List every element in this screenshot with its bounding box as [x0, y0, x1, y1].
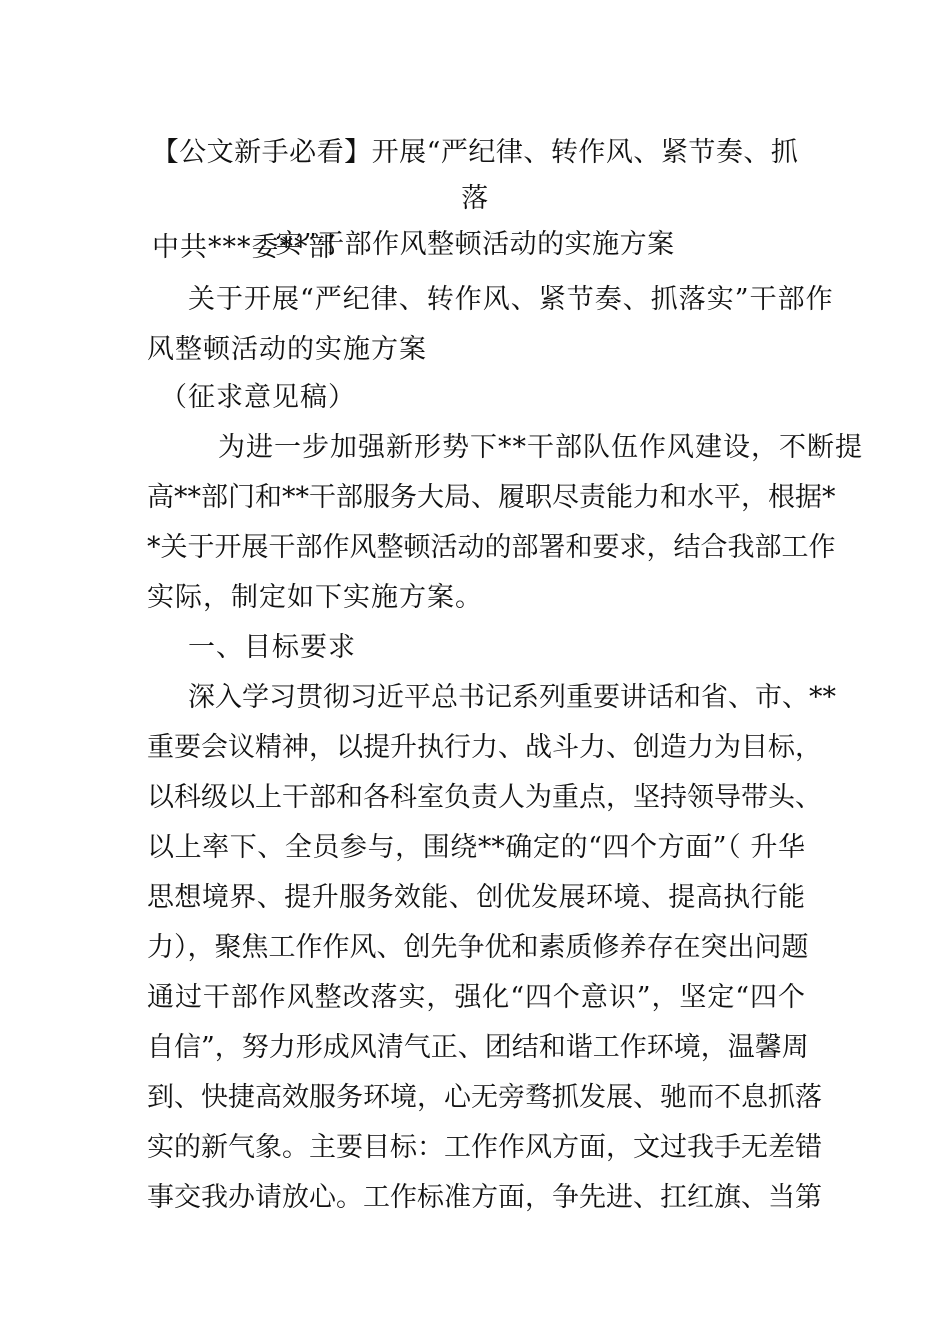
body-line: 深入学习贯彻习近平总书记系列重要讲话和省、市、**: [188, 682, 836, 713]
heading-line-2: 风整顿活动的实施方案: [147, 334, 427, 365]
body-line: 通过干部作风整改落实，强化“四个意识”，坚定“四个: [147, 982, 805, 1013]
issuer-line: 中共***委**部: [152, 232, 337, 263]
body-line: 到、快捷高效服务环境，心无旁骛抓发展、驰而不息抓落: [147, 1082, 822, 1113]
body-line: 以上率下、全员参与，围绕**确定的“四个方面”（ 升华: [147, 832, 805, 863]
body-line: 以科级以上干部和各科室负责人为重点，坚持领导带头、: [147, 782, 822, 813]
heading-line-1: 关于开展“严纪律、转作风、紧节奏、抓落实”干部作: [188, 284, 834, 315]
title-line-1: 【公文新手必看】开展“严纪律、转作风、紧节奏、抓落: [151, 137, 799, 214]
intro-line: 为进一步加强新形势下**干部队伍作风建设，不断提: [218, 432, 863, 463]
draft-note: （征求意见稿）: [160, 382, 356, 413]
body-line: 力），聚焦工作作风、创先争优和素质修养存在突出问题: [147, 932, 809, 963]
body-line: 事交我办请放心。工作标准方面，争先进、扛红旗、当第: [147, 1182, 822, 1213]
body-line: 重要会议精神，以提升执行力、战斗力、创造力为目标，: [147, 732, 822, 763]
intro-line: 高**部门和**干部服务大局、履职尽责能力和水平，根据*: [147, 482, 836, 513]
body-line: 自信”，努力形成风清气正、团结和谐工作环境，温馨周: [147, 1032, 809, 1063]
body-line: 实的新气象。主要目标：工作作风方面，文过我手无差错: [147, 1132, 822, 1163]
section-heading: 一、目标要求: [188, 632, 356, 663]
intro-line: 实际，制定如下实施方案。: [147, 582, 483, 613]
intro-line: *关于开展干部作风整顿活动的部署和要求，结合我部工作: [147, 532, 836, 563]
body-line: 思想境界、提升服务效能、创优发展环境、提高执行能: [147, 882, 805, 913]
title-line-2: 实”干部作风整顿活动的实施方案: [275, 229, 675, 260]
